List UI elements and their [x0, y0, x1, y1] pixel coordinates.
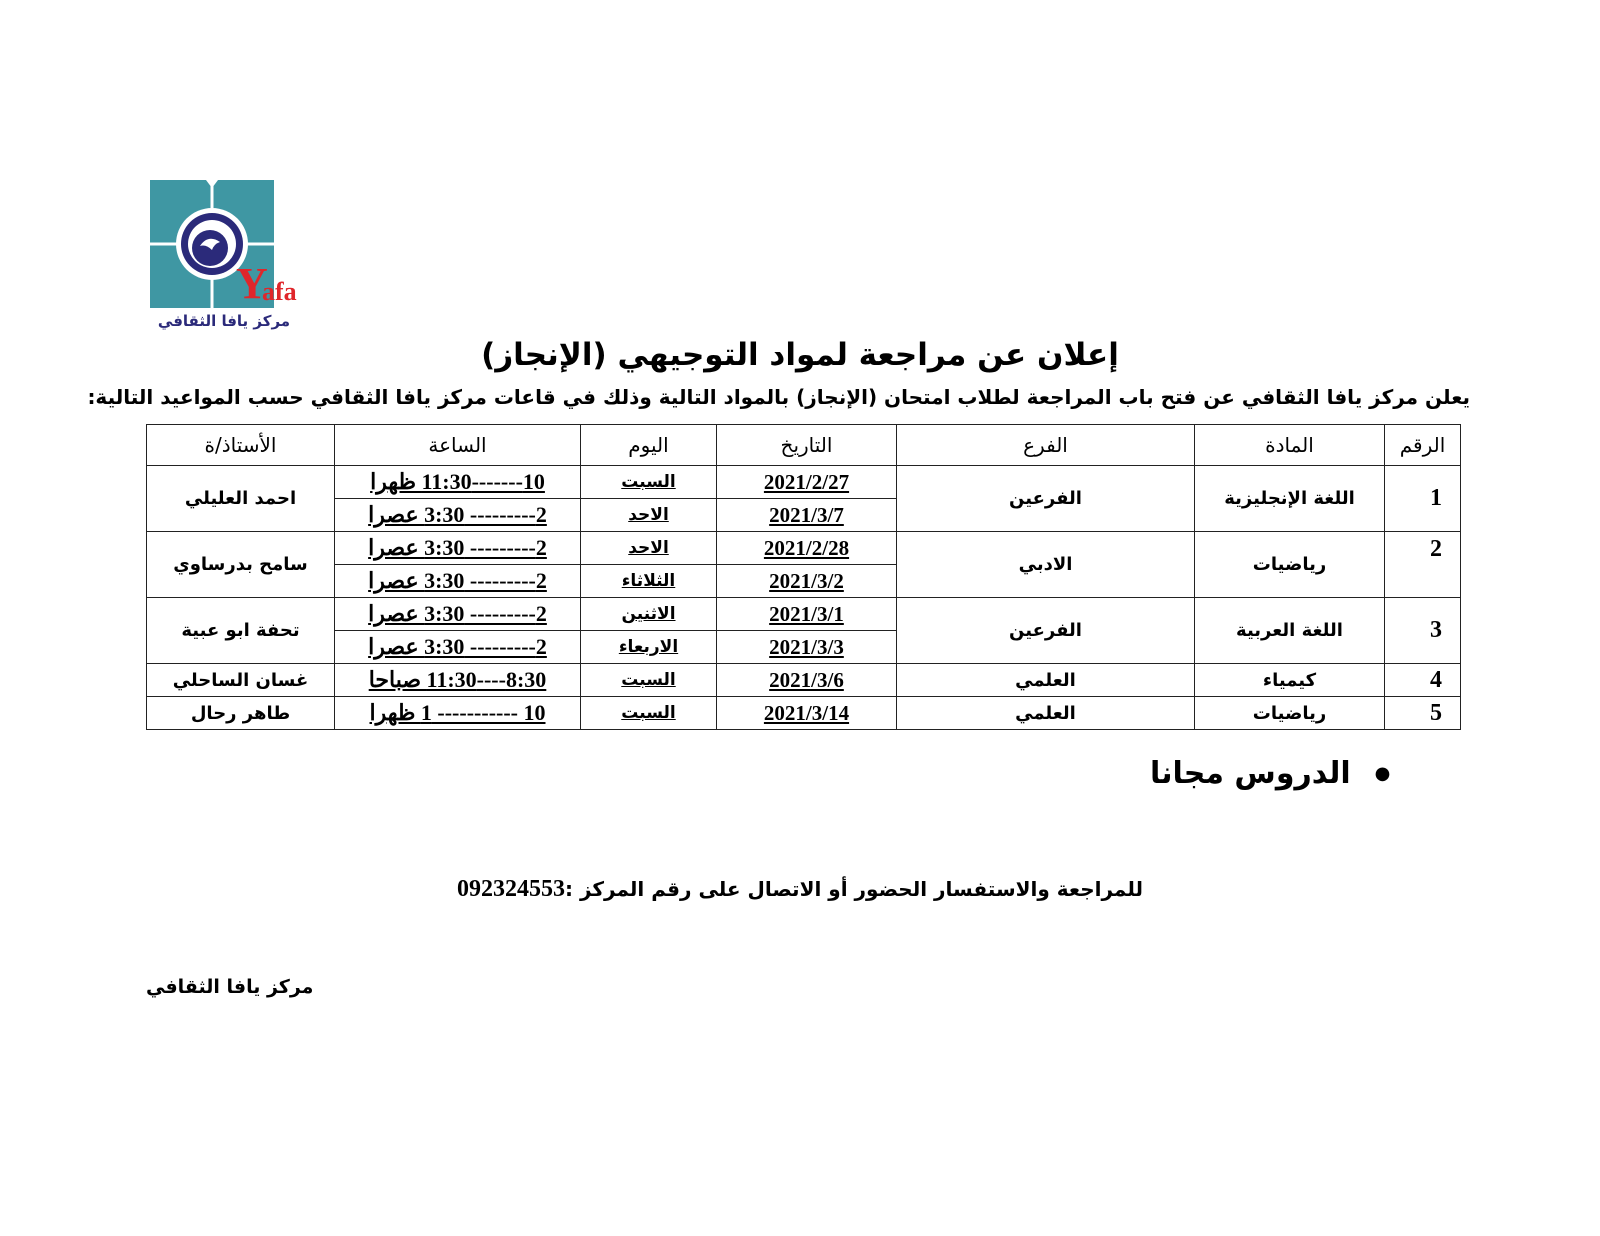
- svg-text:Y: Y: [236, 259, 268, 308]
- session-day: السبت: [581, 466, 717, 499]
- header-number: الرقم: [1385, 425, 1461, 466]
- free-lessons-note: [1150, 756, 1390, 791]
- session-time: 2--------- 3:30 عصرا: [335, 598, 581, 631]
- row-subject: رياضيات: [1195, 532, 1385, 598]
- row-subject: اللغة الإنجليزية: [1195, 466, 1385, 532]
- schedule-table: [146, 424, 1461, 730]
- signature: مركز يافا الثقافي: [146, 976, 314, 998]
- session-time: 2--------- 3:30 عصرا: [335, 565, 581, 598]
- row-branch: الفرعين: [897, 466, 1195, 532]
- session-day: الاحد: [581, 532, 717, 565]
- header-teacher: الأستاذ/ة: [147, 425, 335, 466]
- session-time: 2--------- 3:30 عصرا: [335, 499, 581, 532]
- svg-text:afa: afa: [262, 277, 297, 306]
- row-branch: الفرعين: [897, 598, 1195, 664]
- session-time: 2--------- 3:30 عصرا: [335, 532, 581, 565]
- row-branch: العلمي: [897, 664, 1195, 697]
- intro-paragraph: يعلن مركز يافا الثقافي عن فتح باب المراجعة لطلاب امتحان (الإنجاز) بالمواد التالية وذلك في قاعات مركز يافا الثقافي حسب المواعيد التالية:: [87, 385, 1470, 409]
- session-day: الاحد: [581, 499, 717, 532]
- row-subject: رياضيات: [1195, 697, 1385, 730]
- row-number: 5: [1385, 697, 1461, 730]
- session-day: الثلاثاء: [581, 565, 717, 598]
- session-date: 2021/3/7: [717, 499, 897, 532]
- session-date: 2021/3/3: [717, 631, 897, 664]
- row-number: 4: [1385, 664, 1461, 697]
- header-subject: المادة: [1195, 425, 1385, 466]
- table-header-row: [147, 425, 1461, 466]
- row-number: 3: [1385, 598, 1461, 664]
- row-teacher: طاهر رحال: [147, 697, 335, 730]
- session-time: 10-------11:30 ظهرا: [335, 466, 581, 499]
- session-day: السبت: [581, 664, 717, 697]
- table-row: [147, 697, 1461, 730]
- session-day: السبت: [581, 697, 717, 730]
- row-teacher: تحفة ابو عبية: [147, 598, 335, 664]
- row-number: 1: [1385, 466, 1461, 532]
- table-row: [147, 664, 1461, 697]
- session-date: 2021/2/28: [717, 532, 897, 565]
- table-row: [147, 598, 1461, 631]
- row-teacher: احمد العليلي: [147, 466, 335, 532]
- session-date: 2021/2/27: [717, 466, 897, 499]
- session-day: الاثنين: [581, 598, 717, 631]
- session-date: 2021/3/2: [717, 565, 897, 598]
- header-time: الساعة: [335, 425, 581, 466]
- row-branch: العلمي: [897, 697, 1195, 730]
- header-branch: الفرع: [897, 425, 1195, 466]
- session-date: 2021/3/14: [717, 697, 897, 730]
- contact-line: [350, 876, 1250, 903]
- row-subject: اللغة العربية: [1195, 598, 1385, 664]
- page-title: إعلان عن مراجعة لمواد التوجيهي (الإنجاز): [481, 337, 1119, 373]
- session-date: 2021/3/1: [717, 598, 897, 631]
- free-lessons-text: الدروس مجانا: [1150, 756, 1351, 791]
- row-subject: كيمياء: [1195, 664, 1385, 697]
- bullet-icon: ●: [1374, 763, 1391, 784]
- header-date: التاريخ: [717, 425, 897, 466]
- session-time: 2--------- 3:30 عصرا: [335, 631, 581, 664]
- row-teacher: سامح بدرساوي: [147, 532, 335, 598]
- table-row: [147, 466, 1461, 499]
- session-time: 8:30----11:30 صباحا: [335, 664, 581, 697]
- table-row: [147, 532, 1461, 565]
- row-branch: الادبي: [897, 532, 1195, 598]
- header-day: اليوم: [581, 425, 717, 466]
- row-teacher: غسان الساحلي: [147, 664, 335, 697]
- session-date: 2021/3/6: [717, 664, 897, 697]
- contact-text: للمراجعة والاستفسار الحضور أو الاتصال على رقم المركز :: [565, 877, 1143, 901]
- session-time: 10 ----------- 1 ظهرا: [335, 697, 581, 730]
- contact-phone: 092324553: [457, 876, 565, 902]
- session-day: الاربعاء: [581, 631, 717, 664]
- svg-text:مركز يافا الثقافي: مركز يافا الثقافي: [157, 312, 291, 330]
- row-number: 2: [1385, 532, 1461, 598]
- yafa-center-logo: [148, 180, 304, 336]
